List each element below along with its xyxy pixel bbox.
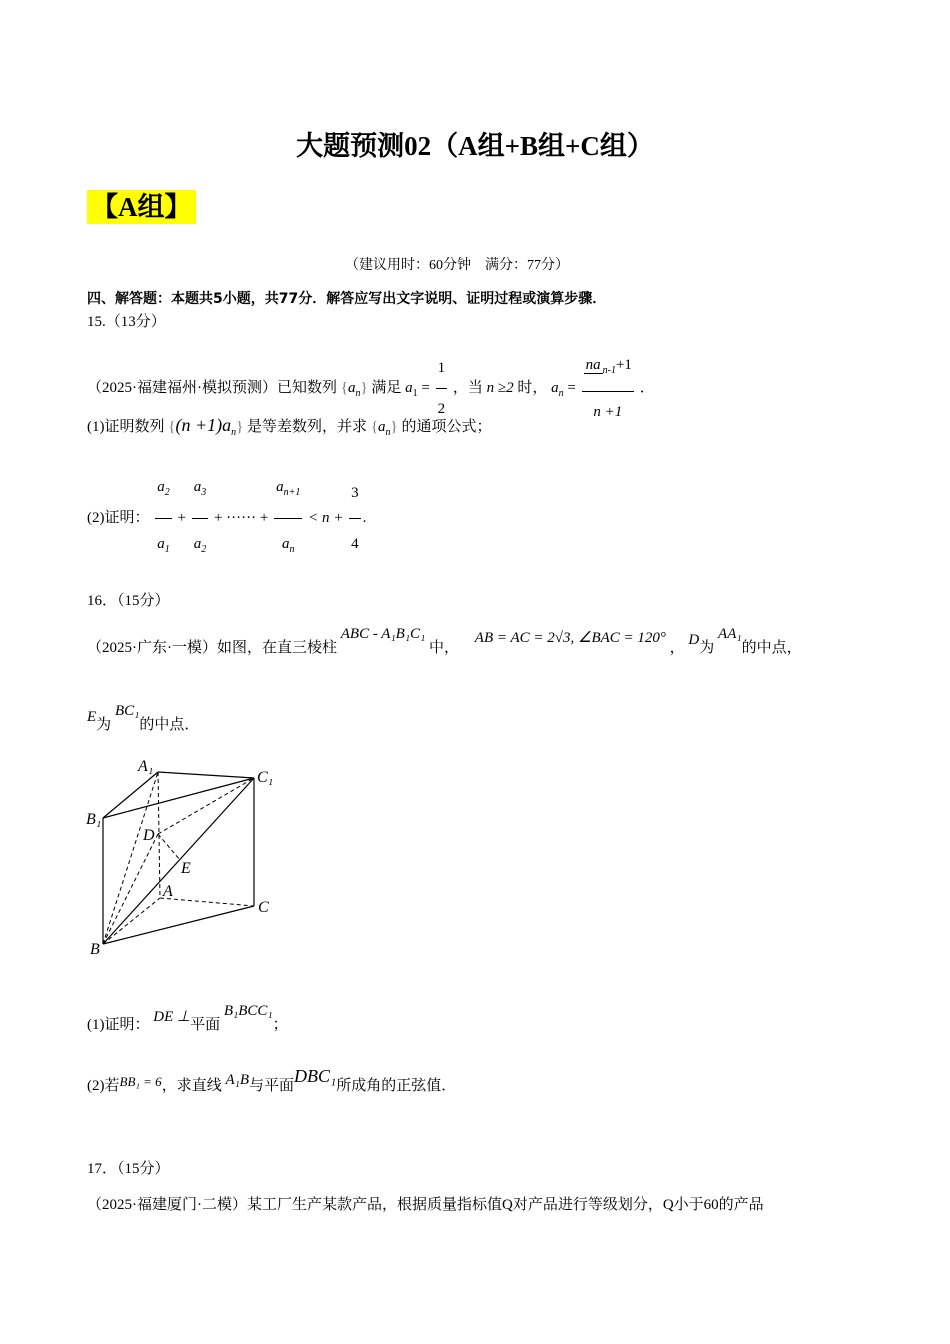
fraction: $\frac{a_3}{a_2}$ [192,462,209,575]
text: （2025·广东·一模）如图，在直三棱柱 [87,640,337,656]
math-a1: a [405,379,413,396]
q17-stem: （2025·福建厦门·二模）某工厂生产某款产品，根据质量指标值Q对产品进行等级划分，Q小于60的产品 [87,1197,764,1213]
q17-number: 17．（15分） [87,1161,170,1177]
fraction-recurrence: $\frac{na _{n-1}+1}{n +1}$ [582,345,634,432]
text: 是等差数列，并求 [247,419,368,435]
text: 为 [96,717,112,733]
math-expr: (n +1)a [175,415,232,435]
math-DE: DE ⊥ [153,1009,191,1025]
text: ． [639,379,655,396]
math-a: a [551,379,559,396]
math-a: a [347,379,356,396]
fraction: $\frac{a_{n+1}}{a_n}$ [274,462,302,575]
time-note: （建议用时：60分钟 满分：77分） [345,258,569,273]
math-sub: 1 [412,387,418,399]
q15-number: 15.（13分） [87,314,166,330]
math-eq: = [567,379,576,396]
text: 为 [699,640,715,656]
label-B1: B₁ [86,811,102,828]
label-C1: C₁ [257,769,274,786]
label-B: B [90,941,100,958]
text: 的中点． [139,717,200,733]
group-label: 【A组】 [87,190,196,224]
fraction-three-quarters: $\frac{3}{4}$ [349,468,361,569]
math-cond: n ≥2 [486,379,514,396]
text: 的中点， [741,640,802,656]
q15-part1: (1)证明数列 $\{(n +1)a_n\}$ 是等差数列，并求 $\{a_n\}$ 的通项公式； [87,415,492,438]
text: 满足 [371,379,402,396]
fraction: $\frac{a_2}{a_1}$ [155,462,172,575]
section-header: 四、解答题：本题共5小题，共77分．解答应写出文字说明、证明过程或演算步骤． [87,291,607,307]
math-prism: ABC - A₁B₁C₁ [340,626,426,642]
text: ； [272,1017,288,1033]
text: 与平面 [249,1078,295,1094]
math-plane: B₁BCC₁ [223,1003,273,1019]
q16-number: 16．（15分） [87,593,170,609]
text: ，当 [452,379,483,396]
math-dots: + ······ + [213,509,269,526]
math-sub: n [355,387,361,399]
q15-stem: （2025·福建福州·模拟预测）已知数列 $\{a_n\}$ 满足 $a_1$ = $\frac{1}{2}$ ，当 n ≥2 时， $a_n$ = $\frac{na _{n-1}+1}{n +1}$ ． [87,345,655,432]
math-cond: AB = AC = 2√3, ∠BAC = 120° [474,630,666,646]
text: 所成角的正弦值． [336,1078,457,1094]
label-A: A [163,883,173,900]
label-A1: A₁ [138,758,154,775]
math-sub: n [231,427,237,438]
math-DBC1: DBC₁ [294,1066,337,1086]
q16-part1 [87,1003,288,1034]
label-E: E [181,860,191,877]
math-E: E [87,709,97,725]
page-title: 大题预测02（A组+B组+C组） [296,131,654,161]
math-AA1: AA₁ [718,626,742,642]
math-D: D [688,632,700,648]
math-BB1: BB₁ = 6 [119,1074,162,1089]
text: (1)证明： [87,1017,150,1033]
q16-part2 [87,1066,457,1095]
fraction-half: $\frac{1}{2}$ [436,348,448,429]
math-a: a [378,419,386,435]
text: 时， [517,379,548,396]
text: (1)证明数列 [87,419,165,435]
text: (2)若 [87,1078,120,1094]
text: ， [669,640,685,656]
text: 的通项公式； [401,419,492,435]
label-D: D [143,827,155,844]
label-C: C [258,899,269,916]
math-expr: < n + [308,509,344,526]
math-sub: n [558,387,564,399]
text: 中， [429,640,460,656]
q15-part2: (2)证明： $\frac{a_2}{a_1}$ + $\frac{a_3}{a_2}$ + ······ + $\frac{a_{n+1}}{a_n}$ < n + $\frac{3}{4}$ . [87,462,366,575]
math-sub: n [385,427,391,438]
text: (2)证明： [87,509,150,526]
math-BC1: BC₁ [114,703,140,719]
math-A1B: A₁B [225,1072,249,1088]
q15-source: （2025·福建福州·模拟预测）已知数列 [87,379,337,396]
text: 平面 [190,1017,221,1033]
text: ，求直线 [161,1078,222,1094]
